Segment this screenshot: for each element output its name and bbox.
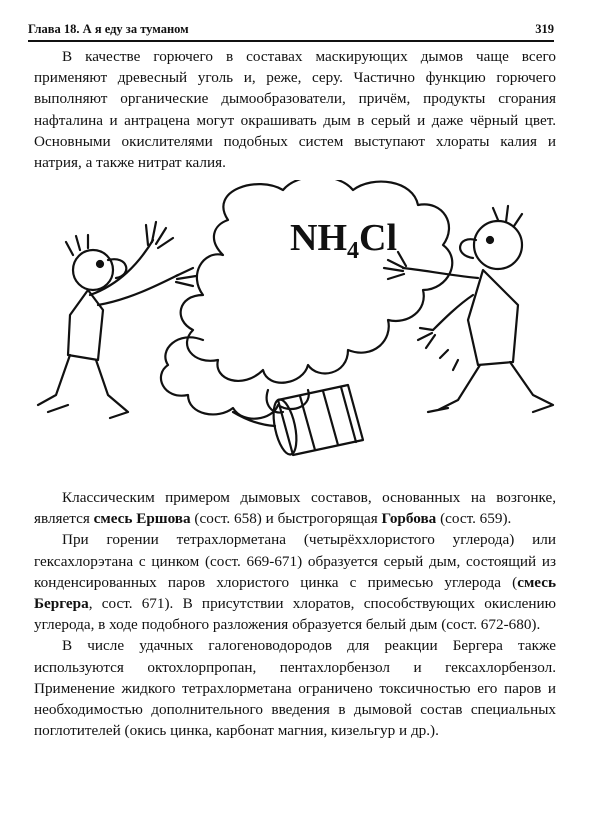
text-block-top	[34, 46, 556, 173]
term-gorbov-mix: Горбова	[381, 510, 437, 528]
cartoon-illustration	[28, 180, 568, 480]
paragraph-halogen: В числе удачных галогеноводородов для реакции Бергера также используются октохлорпропан, пентахлорбензол и гексахлорбензол. Применение жидкого тетрахлорметана ограничено токсичностью его паров и необходимостью дополнительного введения в дымовой состав специальных поглотителей (окись цинка, карбонат магния, кизельгур и др.).	[34, 637, 556, 740]
running-header	[28, 22, 554, 42]
page-number: 319	[535, 22, 554, 36]
smoke-cloud	[161, 180, 452, 419]
cloud-formula: $NH_4Cl$	[290, 217, 397, 264]
barrel	[233, 385, 363, 456]
left-man	[38, 222, 196, 418]
chapter-title: Глава 18. А я еду за туманом	[28, 22, 189, 36]
term-ershov-mix: смесь Ершова	[93, 510, 191, 528]
paragraph-berger: При горении тетрахлорметана (четырёххлористого углерода) или гексахлорэтана с цинком (сост. 669-671) образуется серый дым, состоящий из конденсированных паров хлористого цинка с примесью углерода (смесь Бергера, сост. 671). В присутствии хлоратов, способствующих окислению углерода, в ходе подобного разложения образуется белый дым (сост. 672-680).	[34, 531, 556, 634]
paragraph-fuels: В качестве горючего в составах маскирующих дымов чаще всего применяют древесный уголь и, реже, серу. Частично функцию горючего выполняют органические дымообразователи, причём, продукты сгорания нафталина и антрацена могут окрашивать дым в серый и даже чёрный цвет. Основными окислителями подобных систем выступают хлораты калия и натрия, а также нитрат калия.	[34, 48, 556, 172]
right-man	[384, 206, 553, 412]
text-block-bottom	[34, 487, 556, 741]
paragraph-ershov: Классическим примером дымовых составов, основанных на возгонке, является смесь Ершова (сост. 658) и быстрогорящая Горбова (сост. 659).	[34, 489, 556, 528]
term-berger-mix: смесь Бергера	[34, 573, 556, 613]
